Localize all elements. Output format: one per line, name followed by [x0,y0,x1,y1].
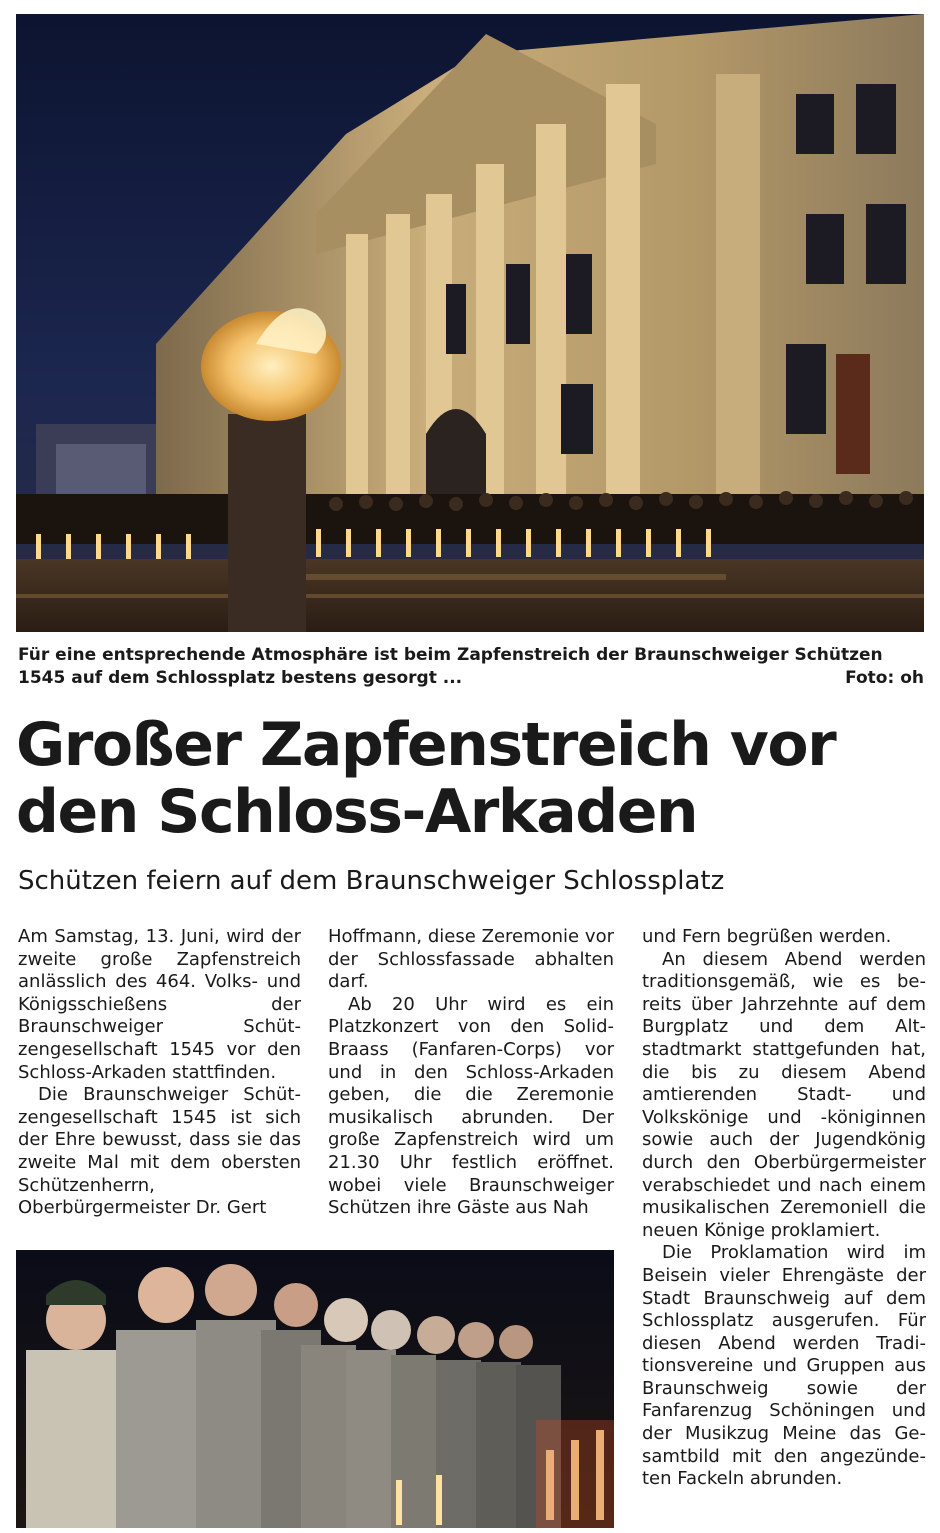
subheadline: Schützen feiern auf dem Braunschweiger Schlossplatz [18,866,725,896]
top-photo [16,14,924,632]
photo-caption [18,644,924,690]
article-column-1 [18,926,301,1220]
headline [16,712,926,846]
paragraph: Die Braunschweiger Schützengesellschaft 1545 ist sich der Ehre bewusst, dass sie das zweite Mal mit dem obersten Schützenherrn, Oberbürgermeister Dr. Gert [18,1084,301,1219]
palace-night-illustration [16,14,924,632]
article-column-2 [328,926,614,1220]
crowd-illustration [16,1250,614,1528]
paragraph: Am Samstag, 13. Juni, wird der zweite große Zapfenstreich anlässlich des 464. Volks- und Königsschießens der Braunschweiger Schützengesellschaft 1545 vor den Schloss-Arkaden stattfinden. [18,926,301,1083]
paragraph: Die Proklamation wird im Beisein vieler Ehrengäste der Stadt Braunschweig auf dem Schlossplatz ausgerufen. Für diesen Abend werden Traditionsvereine und Gruppen aus Braunschweig sowie der Fanfarenzug Schöningen und der Musikzug Meine das Gesamtbild mit den angezündeten Fackeln abrunden. [642,1242,926,1490]
headline-line-1: Großer Zapfenstreich vor [16,710,836,780]
headline-line-2: den Schloss-Arkaden [16,777,698,847]
article-column-3 [642,926,926,1491]
paragraph: Ab 20 Uhr wird es ein Platzkonzert von den Solid-Braass (Fanfaren-Corps) vor und in den Schloss-Arkaden geben, die die Zeremonie musikalisch abrunden. Der große Zapfenstreich wird um 21.30 Uhr festlich eröffnet. wobei viele Braunschweiger Schützen ihre Gäste aus Nah [328,993,614,1219]
bottom-photo [16,1250,614,1528]
photo-credit: Foto: oh [845,668,924,688]
caption-text: Für eine entsprechende Atmosphäre ist beim Zapfenstreich der Braunschweiger Schützen 1545 auf dem Schlossplatz bestens gesorgt ... [18,645,883,688]
paragraph: An diesem Abend werden traditionsgemäß, wie es bereits über Jahrzehnte auf dem Burgplatz und dem Altstadtmarkt stattgefunden hat, die bis zu diesem Abend amtierenden Stadt- und Volkskönige und -königinnen sowie auch der Jugendkönig durch den Oberbürgermeister verabschiedet und nach einem musikalischen Zeremoniell die neuen Könige proklamiert. [642,948,926,1241]
paragraph: und Fern begrüßen werden. [642,926,892,947]
paragraph: Hoffmann, diese Zeremonie vor der Schlossfassade abhalten darf. [328,926,614,993]
